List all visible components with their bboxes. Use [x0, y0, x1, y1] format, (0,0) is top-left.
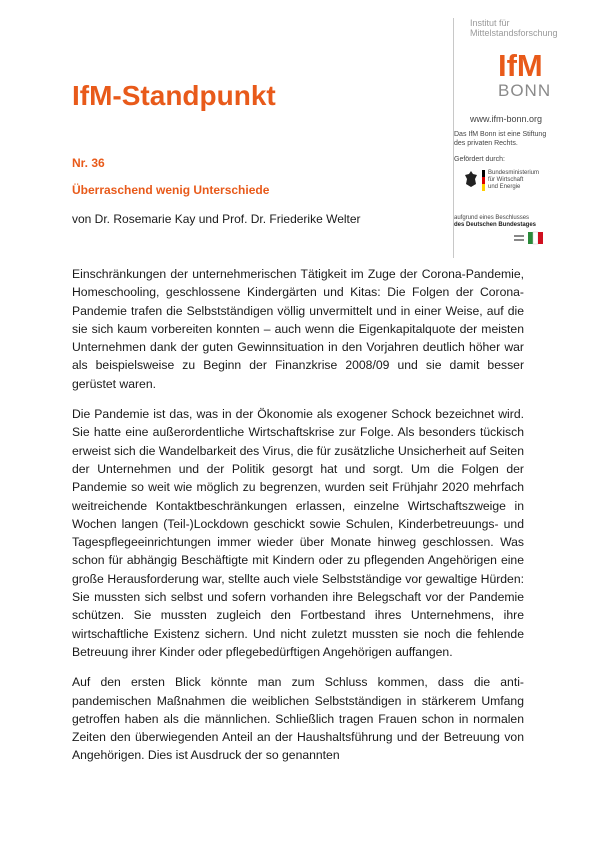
funded-by-label: Gefördert durch: [454, 156, 505, 163]
bonn-logo-text: BONN [498, 81, 552, 100]
institute-line-2: Mittelstandsforschung [470, 28, 558, 38]
sidebar-branding [453, 18, 589, 258]
ministry-line-1: Bundesministerium [488, 170, 540, 176]
author-line: von Dr. Rosemarie Kay und Prof. Dr. Friederike Welter [72, 212, 361, 226]
ministry-line-2: für Wirtschaft [488, 177, 524, 183]
german-flag-icon [482, 170, 485, 191]
ifm-logo: IfM [498, 48, 543, 83]
institute-name [470, 18, 570, 38]
article-subtitle: Überraschend wenig Unterschiede [72, 183, 270, 197]
institute-line-1: Institut für [470, 18, 510, 28]
nrw-emblem-icon [514, 231, 546, 245]
website-link[interactable]: www.ifm-bonn.org [470, 114, 543, 124]
federal-eagle-icon [464, 170, 478, 188]
bundestag-note [454, 215, 536, 229]
bundestag-line-2: des Deutschen Bundestages [454, 222, 537, 228]
ministry-name [488, 170, 539, 191]
foundation-line-1: Das IfM Bonn ist eine Stiftung [454, 131, 547, 138]
paragraph: Einschränkungen der unternehmerischen Tätigkeit im Zuge der Corona-Pandemie, Homeschooling, geschlossene Kindergärten und Kitas: Die Folgen der Corona-Pandemie trafen die Selbstständigen völlig unvermittelt und in einer Weise, auf die sie sich kaum vorbereiten konnten – auch wenn die Eigenkapitalquote der meisten Unternehmen dank der guten Gewinnsituation in den Vorjahren deutlich höher war als beispielsweise zu Beginn der Finanzkrise 2008/09 und sie damit besser gerüstet waren. [72, 267, 524, 391]
bundestag-line-1: aufgrund eines Beschlusses [454, 215, 530, 221]
paragraph: Die Pandemie ist das, was in der Ökonomie als exogener Schock bezeichnet wird. Sie hatte eine außerordentliche Wirtschaftskrise zur Folge. Als besonders tückisch erweist sich die Wandelbarkeit des Virus, die für zusätzliche Unsicherheit auf Seiten der Unternehmen und der Politik gesorgt hat und sorgt. Um die Folgen der Pandemie so weit wie möglich zu begrenzen, wurden seit Frühjahr 2020 mehrfach weitreichende Kontaktbeschränkungen erlassen, einzelne Wirtschaftszweige in Wochen langen (Teil-)Lockdown geschickt sowie Schulen, Kinderbetreuungs- und Tagespflegeeinrichtungen immer wieder über Monate hinweg geschlossen. Was schon für abhängig Beschäftigte mit Kindern oder zu pflegenden Angehörigen eine große Herausforderung war, stellte auch viele Selbstständige vor gewaltige Hürden: Sie mussten sich selbst und sofern vorhanden ihre Belegschaft vor der Pandemie schützen. Sie mussten zugleich den Fortbestand ihres Unternehmens, ihre wirtschaftliche Existenz sichern. Und nicht zuletzt mussten sie noch die fehlende Betreuung ihrer Kinder oder pflegebedürftigen Angehörigen auffangen. [72, 407, 524, 659]
foundation-line-2: des privaten Rechts. [454, 140, 518, 147]
paragraph: Auf den ersten Blick könnte man zum Schluss kommen, dass die anti-pandemischen Maßnahmen die weiblichen Selbstständigen in stärkerem Umfang getroffen haben als die männlichen. Schließlich tragen Frauen schon in normalen Zeiten den überwiegenden Anteil an der Haushaltsführung und der Betreuung von Angehörigen. Dies ist Ausdruck der so genannten [72, 675, 524, 763]
issue-number: Nr. 36 [72, 156, 105, 170]
document-title: IfM-Standpunkt [72, 80, 276, 111]
foundation-note [454, 130, 546, 148]
article-body [72, 265, 524, 777]
ministry-line-3: und Energie [488, 184, 521, 190]
